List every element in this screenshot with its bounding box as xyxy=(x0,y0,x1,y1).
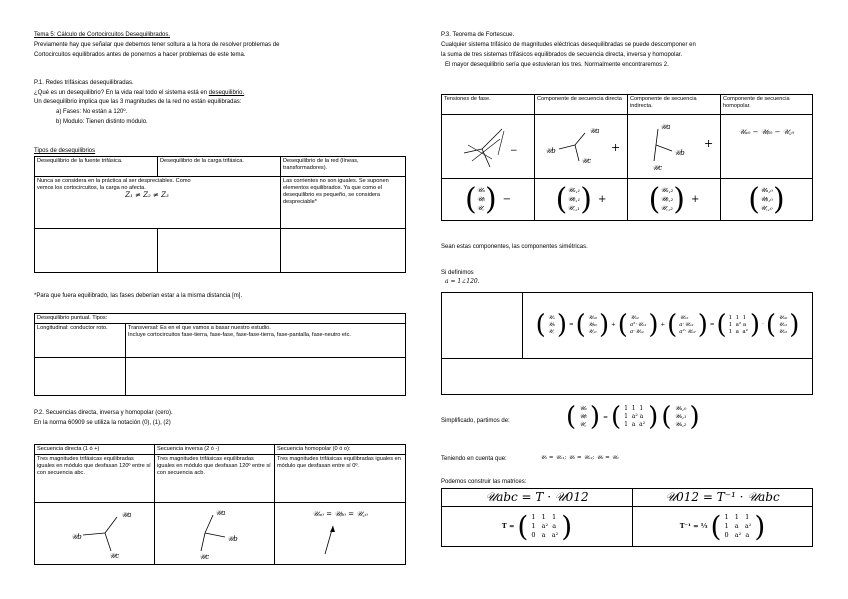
directa-phasor xyxy=(35,503,155,565)
def-title: Si definimos xyxy=(441,270,474,276)
svg-text:+: + xyxy=(704,137,714,150)
tensiones-phasor xyxy=(442,115,535,179)
t1-c3: Las corrientes no son iguales. Se suponen elementos equilibrados. Ya que como el desequilibrio es pequeño, se considera despreciable* xyxy=(281,177,406,229)
p1-line2: Un desequilibrio implica que las 3 magnitudes de la red no están equilibradas: xyxy=(34,99,242,105)
t3-c1: Tres magnitudes trifásicas equilibradas iguales en módulo que desfasan 120º entre sí con secuencia abc. xyxy=(35,455,155,503)
svg-text:𝒰a: 𝒰a xyxy=(660,123,671,131)
section-title: Tema 5: Cálculo de Cortocircuitos Desequilibrados. xyxy=(34,32,171,38)
homopolar-phasor-diagram xyxy=(275,518,405,558)
Tinv-matrix: T⁻¹ = ⅓ ( 1 1 1 1 a a² 0 a² a ) xyxy=(633,507,813,547)
p1-question: ¿Qué es un desequilibrio? En la vida real todo el sistema está en desequilibrio. xyxy=(34,90,245,96)
secuencias-table xyxy=(34,444,406,565)
p3-line2: la suma de tres sistemas trifásicos equilibrados de secuencia directa, inversa y homopolar. xyxy=(441,52,683,58)
directa-component-diagram xyxy=(535,115,627,175)
t2-right: Transversal: Es en el que vamos a basar nuestro estudio. Incluye cortocircuitos fase-tierra, fase-fase, fase-fase-tierra, fase-pantalla, fase-neutro etc. xyxy=(126,324,406,358)
t3-c2: Tres magnitudes trifásicas equilibradas iguales en módulo que desfasan 120º entre sí con secuencia acb. xyxy=(155,455,275,503)
t3-h2: Secuencia inversa (2 ó -) xyxy=(155,445,275,455)
tensiones-phasor-diagram xyxy=(442,115,534,175)
intro-line-2: Cortocircuitos equilibrados antes de ponernos a hacer problemas de este tema. xyxy=(34,52,246,58)
tipos-title: Tipos de desequilibrios xyxy=(34,148,96,154)
indirecta-component xyxy=(628,115,721,179)
t4-h1: Tensiones de fase. xyxy=(442,95,535,115)
svg-text:𝒰b: 𝒰b xyxy=(674,149,685,157)
puntual-table xyxy=(34,313,406,396)
p3-title: P.3. Teorema de Fortescue. xyxy=(441,32,515,38)
directa-component xyxy=(535,115,628,179)
inversa-phasor xyxy=(155,503,275,565)
indirecta-vector: ( 𝒰ₐ,₂ 𝒰ᵦ,₂ 𝒰꜀,₂ ) + xyxy=(628,179,721,221)
homopolar-vector: ( 𝒰ₐ,₀ 𝒰ᵦ,₀ 𝒰꜀,₀ ) xyxy=(721,179,813,221)
t3-h3: Secuencia homopolar (0 ó o): xyxy=(275,445,406,455)
t1-c1: Nunca se considera en la práctica al ser despreciables. Como vemos los cortocircuitos, la carga no afecta. Z₁ ≠ Z₂ ≠ Z₃ xyxy=(35,177,281,229)
p2-title: P.2. Secuencias directa, inversa y homopolar (cero). xyxy=(34,410,173,416)
p3-line3: El mayor desequilibrio sería que estuvieran los tres. Normalmente encontraremos 2. xyxy=(445,62,669,68)
tensiones-vector: ( 𝒰ₐ 𝒰ᵦ 𝒰꜀ ) − xyxy=(442,179,535,221)
svg-text:𝒰b: 𝒰b xyxy=(545,147,556,155)
teniendo: Teniendo en cuenta que: xyxy=(441,456,507,462)
svg-text:𝒰c: 𝒰c xyxy=(581,157,592,165)
intro-line-1: Previamente hay que señalar que debemos tener soltura a la hora de resolver problemas de xyxy=(34,42,280,48)
svg-text:𝒰c: 𝒰c xyxy=(199,553,210,561)
svg-text:𝒰a: 𝒰a xyxy=(589,127,600,135)
t1-formula: Z₁ ≠ Z₂ ≠ Z₃ xyxy=(125,191,169,199)
svg-text:−: − xyxy=(510,146,518,156)
p2-line: En la norma 60909 se utiliza la notación (0), (1), (2) xyxy=(34,420,171,426)
homopolar-component: 𝒰ₐ₀ − 𝒰ᵦ₀ − 𝒰꜀₀ xyxy=(721,115,813,179)
svg-text:𝒰c: 𝒰c xyxy=(109,552,120,560)
t3-h1: Secuencia directa (1 ó +) xyxy=(35,445,155,455)
m-left: 𝒰abc = T · 𝒰012 xyxy=(442,489,633,507)
teniendo-eq: 𝒰₁ = 𝒰ₐ₁; 𝒰₂ = 𝒰ₐ₂; 𝒰₀ = 𝒰₀ xyxy=(540,455,619,461)
definition-table xyxy=(441,292,813,395)
p1-item-a: a) Fases: No están a 120º. xyxy=(56,109,128,115)
fortescue-table xyxy=(441,94,813,221)
p1-title: P.1. Redes trifásicas desequilibradas. xyxy=(34,80,134,86)
t4-h4: Componente de secuencia homopolar. xyxy=(721,95,813,115)
def-eq: a = 1∠120. xyxy=(445,278,480,285)
m-right: 𝒰012 = T⁻¹ · 𝒰abc xyxy=(633,489,813,507)
t1-h3: Desequilibrio de la red (líneas, transformadores). xyxy=(281,157,406,177)
directa-phasor-diagram xyxy=(35,503,153,561)
footnote: *Para que fuera equilibrado, las fases deberían estar a la misma distancia [m]. xyxy=(34,293,243,299)
simp-label: Simplificado, partimos de: xyxy=(441,418,510,424)
t1-h2: Desequilibrio de la carga trifásica. xyxy=(158,157,281,177)
t4-h2: Componente de secuencia directa xyxy=(535,95,628,115)
fortescue-matrix-eq: ( 𝒰ₐ 𝒰ᵦ 𝒰꜀ ) = ( 𝒰ₐ₀ 𝒰ᵦ₀ 𝒰꜀₀ ) + ( 𝒰ₐ₁ a²·𝒰ₐ₁ a·𝒰ₐ₁ ) + ( 𝒰ₐ₂ a·𝒰ₐ₂ a²·𝒰ₐ₂ ) = ( 1 1 1 1 a² a 1 a a² ) · ( 𝒰ₐ₀ 𝒰ₐ₁ 𝒰ₐ₂ ) xyxy=(523,293,813,359)
svg-text:+: + xyxy=(611,141,621,154)
svg-text:𝒰b: 𝒰b xyxy=(71,533,82,541)
inversa-phasor-diagram xyxy=(155,503,273,561)
podemos: Podemos construir las matrices: xyxy=(441,479,527,485)
matrices-table xyxy=(441,488,813,547)
svg-text:𝒰b: 𝒰b xyxy=(227,535,238,543)
p1-item-b: b) Modulo: Tienen distinto módulo. xyxy=(56,119,148,125)
indirecta-component-diagram xyxy=(628,115,720,175)
t3-c3: Tres magnitudes trifásicas equilibradas iguales en módulo que desfasan entre sí 0º. xyxy=(275,455,406,503)
simp-eq: ( 𝒰ₐ 𝒰ᵦ 𝒰꜀ ) = ( 1 1 1 1 a² a 1 a a² ) ( 𝒰ₐ,₀ 𝒰ₐ,₁ 𝒰ₐ,₂ ) xyxy=(566,402,700,432)
t1-h1: Desequilibrio de la fuente trifásica. xyxy=(35,157,158,177)
svg-text:𝒰c: 𝒰c xyxy=(652,164,663,172)
svg-text:𝒰a: 𝒰a xyxy=(215,509,226,517)
desequilibrios-table xyxy=(34,156,406,273)
t2-h1: Desequilibrio puntual. Tipos: xyxy=(35,314,406,324)
t4-h3: Componente de secuencia indirecta. xyxy=(628,95,721,115)
svg-text:𝒰a: 𝒰a xyxy=(121,511,132,519)
p3-line1: Cualquier sistema trifásico de magnitudes eléctricas desequilibradas se puede descomponer en xyxy=(441,42,696,48)
homopolar-phasor: 𝒰ₐ₀ = 𝒰ᵦ₀ = 𝒰꜀₀ xyxy=(275,503,406,565)
directa-vector: ( 𝒰ₐ,₁ 𝒰ᵦ,₁ 𝒰꜀,₁ ) + xyxy=(535,179,628,221)
T-matrix: T = ( 1 1 1 1 a² a 0 a a² ) xyxy=(442,507,633,547)
sim-line: Sean estas componentes, las componentes simétricas. xyxy=(441,244,588,250)
t2-left: Longitudinal: conductor roto. xyxy=(35,324,126,358)
